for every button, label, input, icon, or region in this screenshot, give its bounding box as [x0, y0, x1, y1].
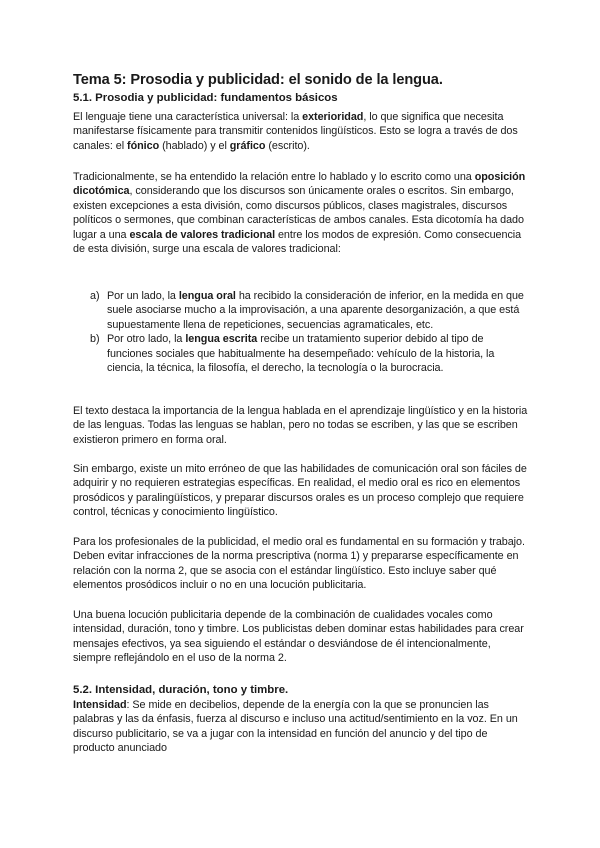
bold-term: escala de valores tradicional: [129, 228, 276, 241]
section-heading-5-2: 5.2. Intensidad, duración, tono y timbre.: [73, 684, 289, 696]
text-run: Por un lado, la: [107, 290, 179, 302]
text-run: , lo que significa que necesita manifestarse físicamente para transmitir contenidos lingüísticos. Esto se logra a través de dos canales: el: [73, 111, 518, 152]
text-run: : Se mide en decibelios, depende de la energía con la que se pronuncien las palabras y las da énfasis, fuerza al discurso e incluso una actitud/sentimiento en la voz. En un discurso publicitario, se va a jugar con la intensidad en función del anuncio y del tipo de producto anunciado: [73, 699, 518, 755]
section-heading-5-1: 5.1. Prosodia y publicidad: fundamentos básicos: [73, 92, 338, 104]
text-run: (escrito).: [265, 139, 310, 152]
bold-term: lengua oral: [178, 290, 236, 302]
list-item: [73, 289, 529, 332]
text-run: entre los modos de expresión. Como consecuencia de esta división, surge una escala de valores tradicional:: [73, 228, 522, 256]
text-run: recibe un tratamiento superior debido al tipo de funciones sociales que habitualmente ha desempeñado: vehículo de la historia, la ciencia, la técnica, la filosofía, el derecho, la tecnología o la burocracia.: [107, 333, 495, 375]
paragraph-lengua-hablada: El texto destaca la importancia de la lengua hablada en el aprendizaje lingüístico y en la historia de las lenguas. Todas las lenguas se hablan, pero no todas se escriben, y las que se escriben existieron primero en forma oral.: [73, 405, 528, 446]
bold-term: lengua escrita: [185, 333, 258, 346]
paragraph-dicotomia: [73, 170, 529, 256]
text-run: El lenguaje tiene una característica universal: la: [73, 111, 303, 123]
scale-list: [73, 289, 529, 375]
text-run: Tradicionalmente, se ha entendido la relación entre lo hablado y lo escrito como una: [73, 171, 475, 183]
paragraph-intensidad: [73, 698, 529, 756]
text-run: (hablado) y el: [159, 139, 230, 152]
paragraph-exterioridad: [73, 110, 529, 153]
text-run: , considerando que los discursos son únicamente orales o escritos. Sin embargo, existen excepciones a esta división, como discursos públicos, clases magistrales, discursos políticos o sermones, que combinan características de ambos canales. Esta dicotomía ha dado lugar a una: [73, 185, 524, 241]
text-run: Por otro lado, la: [107, 333, 186, 346]
paragraph-locucion: Una buena locución publicitaria depende de la combinación de cualidades vocales como intensidad, duración, tono y timbre. Los publicistas deben dominar estas habilidades para crear mensajes efectivos, ya sea siguiendo el estándar o desviándose de él intencionalmente, siempre reflejándolo en el uso de la norma 2.: [73, 609, 524, 665]
list-marker: b): [90, 333, 100, 346]
bold-term: exterioridad: [302, 111, 364, 123]
bold-term: Intensidad: [73, 699, 127, 711]
bold-term: fónico: [127, 139, 160, 152]
list-item: [73, 332, 529, 375]
bold-term: gráfico: [229, 139, 266, 152]
page-title: Tema 5: Prosodia y publicidad: el sonido de la lengua.: [73, 72, 443, 88]
paragraph-publicidad: Para los profesionales de la publicidad, el medio oral es fundamental en su formación y trabajo. Deben evitar infracciones de la norma prescriptiva (norma 1) y prepararse específicamente en relación con la norma 2, que se asocia con el estándar lingüístico. Esto incluye saber qué elementos prosódicos incluir o no en una locución publicitaria.: [73, 536, 525, 592]
bold-term: oposición dicotómica: [73, 171, 526, 198]
paragraph-mito: Sin embargo, existe un mito erróneo de que las habilidades de comunicación oral son fáciles de adquirir y no requieren estrategias específicas. En realidad, el medio oral es rico en elementos prosódicos y paralingüísticos, y preparar discursos orales es un proceso complejo que requiere control, técnicas y conocimiento lingüístico.: [73, 463, 527, 519]
list-marker: a): [90, 290, 100, 302]
text-run: ha recibido la consideración de inferior, en la medida en que suele asociarse mucho a la improvisación, a una aparente desorganización, a que está supuestamente llena de repeticiones, secuencias agramaticales, etc.: [107, 290, 524, 331]
